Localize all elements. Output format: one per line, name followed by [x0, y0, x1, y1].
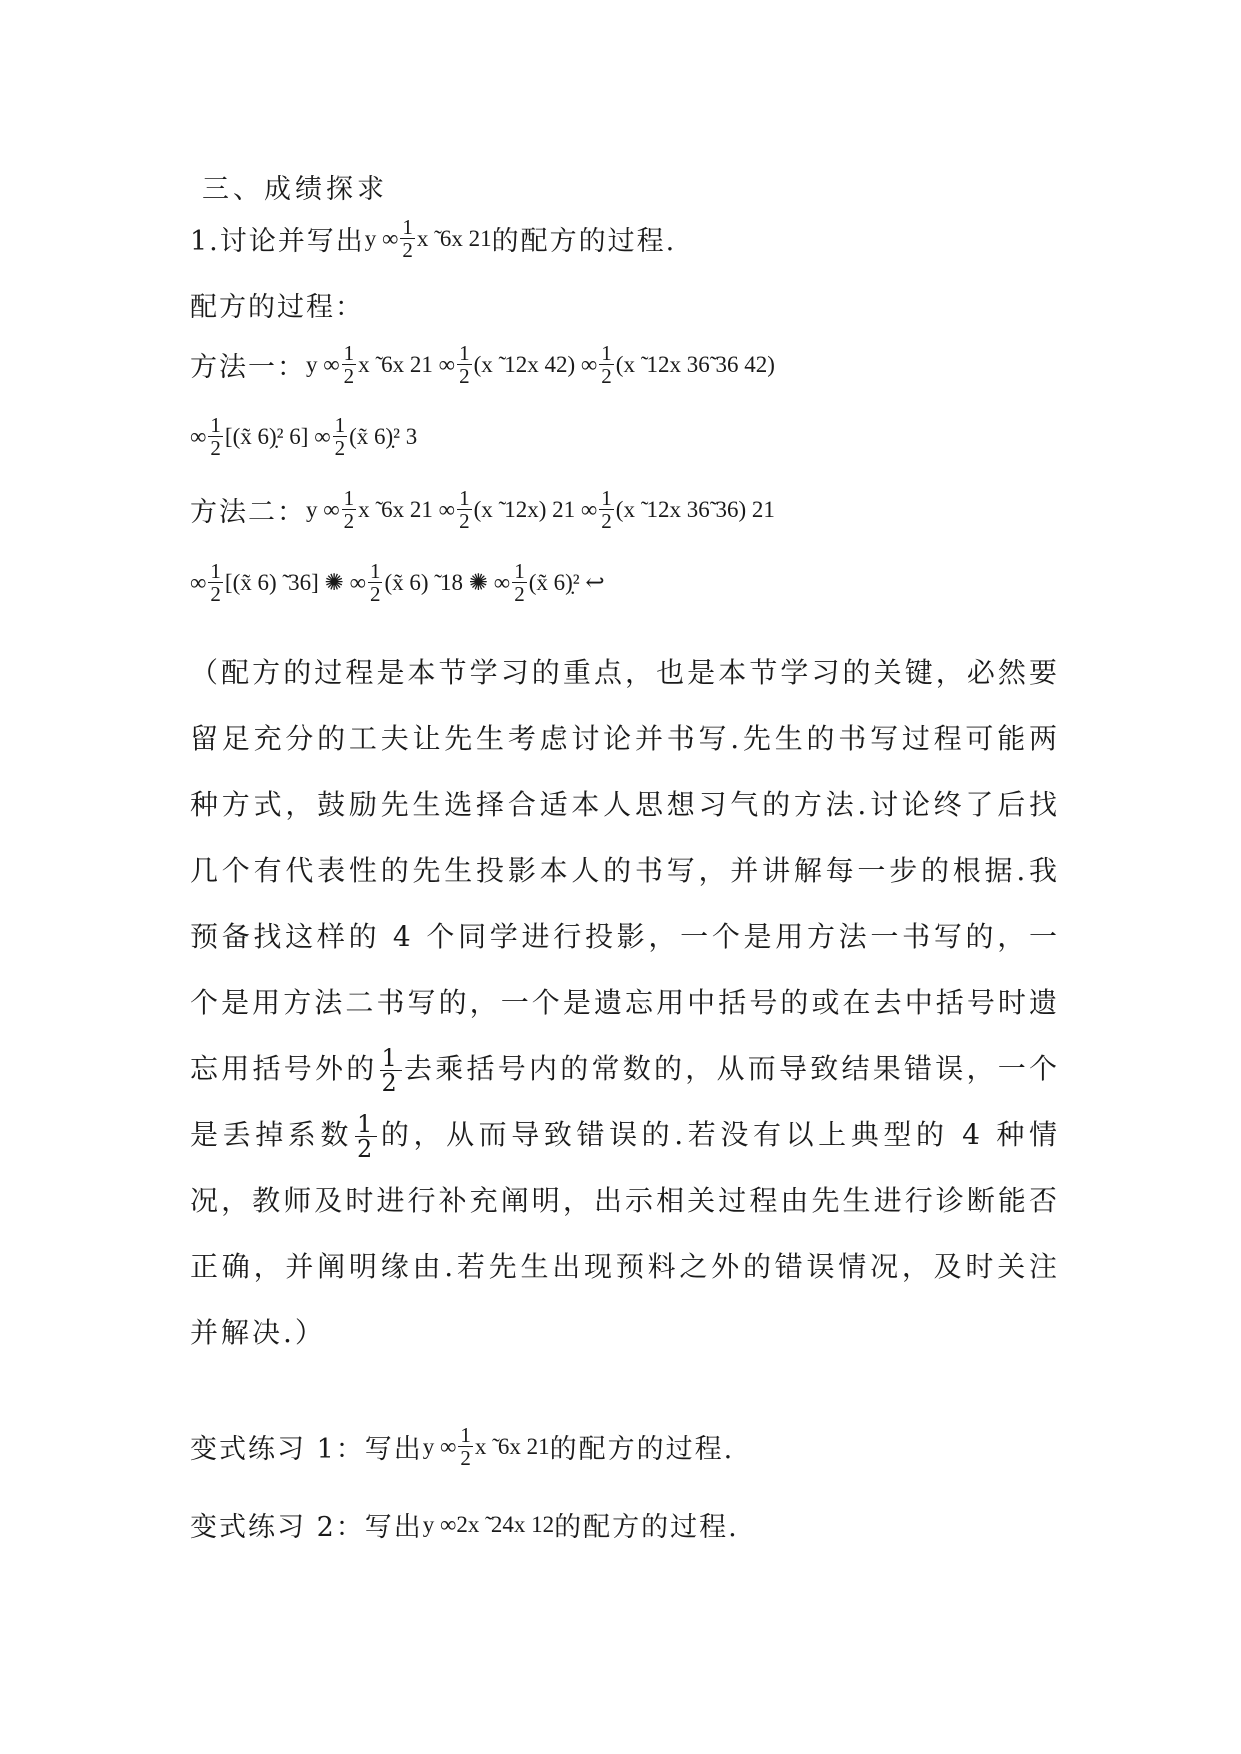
method-2-label: 方法二： — [190, 497, 306, 529]
fraction-half: $\frac{1}{2}$ — [459, 341, 470, 389]
fraction-half: $\frac{1}{2}$ — [460, 1423, 471, 1471]
question-1-prefix: 1.讨论并写出 — [190, 226, 365, 258]
exercise-1-suffix: 的配方的过程. — [549, 1434, 735, 1466]
exercise-2-prefix: 变式练习 2：写出 — [190, 1512, 423, 1543]
exercise-1 — [190, 1424, 734, 1469]
exercise-2 — [190, 1505, 739, 1544]
fraction-half: $\frac{1}{2}$ — [210, 559, 221, 607]
fraction-half: $\frac{1}{2}$ — [402, 215, 413, 263]
method-1-label: 方法一： — [190, 352, 306, 384]
method-2-formula-1: y ∞ $\frac{1}{2}$ x ̃ 6x 21 ∞ $\frac{1}{2}$ (x ̃ 12x) 21 ∞ $\frac{1}{2}$ (x ̃ 12x 36̃ 36) 21 — [306, 486, 775, 534]
method-1-formula-1: y ∞ $\frac{1}{2}$ x ̃ 6x 21 ∞ $\frac{1}{2}$ (x ̃ 12x 42) ∞ $\frac{1}{2}$ (x ̃ 12x 36̃ 36 42) — [306, 341, 775, 389]
exercise-1-formula: y ∞ $\frac{1}{2}$ x ̃ 6x 21 — [422, 1423, 550, 1471]
exercise-2-formula: y ∞2x ̃ 24x 12 — [422, 1511, 555, 1537]
fraction-half: $\frac{1}{2}$ — [357, 1110, 376, 1163]
method-2-line-2 — [190, 560, 605, 605]
fraction-half: $\frac{1}{2}$ — [601, 486, 612, 534]
explanation-paragraph: （配方的过程是本节学习的重点，也是本节学习的关键，必然要留足充分的工夫让先生考虑讨论并书写.先生的书写过程可能两种方式，鼓励先生选择合适本人思想习气的方法.讨论终了后找几个有代表性的先生投影本人的书写，并讲解每一步的根据.我预备找这样的 4 个同学进行投影，一个是用方法一书写的，一个是用方法二书写的，一个是遗忘用中括号的或在去中括号时遗忘用括号外的 $\frac{1}{2}$ 去乘括号内的常数的，从而导致结果错误，一个是丢掉系数 $\frac{1}{2}$ 的，从而导致错误的.若没有以上典型的 4 种情况，教师及时进行补充阐明，出示相关过程由先生进行诊断能否正确，并阐明缘由.若先生出现预料之外的错误情况，及时关注并解决.） — [190, 656, 1060, 1349]
exercise-1-prefix: 变式练习 1：写出 — [190, 1434, 423, 1466]
method-1-line-1 — [190, 342, 775, 387]
fraction-half: $\frac{1}{2}$ — [343, 486, 355, 534]
fraction-half: $\frac{1}{2}$ — [514, 559, 525, 607]
fraction-half: $\frac{1}{2}$ — [210, 413, 221, 461]
fraction-half: $\frac{1}{2}$ — [334, 413, 346, 461]
method-2-line-1 — [190, 487, 775, 532]
fraction-half: $\frac{1}{2}$ — [601, 341, 612, 389]
method-1-formula-2: ∞ $\frac{1}{2}$ [(x̃ 6)̣² 6] ∞ $\frac{1}{2}$ (x̃ 6)̣² 3 — [190, 413, 418, 461]
question-1-suffix: 的配方的过程. — [491, 226, 677, 258]
fraction-half: $\frac{1}{2}$ — [381, 1044, 400, 1097]
fraction-half: $\frac{1}{2}$ — [369, 559, 381, 607]
section-heading: 三、成绩探求 — [202, 174, 388, 205]
exercise-2-suffix: 的配方的过程. — [554, 1512, 739, 1543]
method-2-formula-2: ∞ $\frac{1}{2}$ [(x̃ 6) ̃ 36] ✺ ∞ $\frac{1}{2}$ (x̃ 6) ̃ 18 ✺ ∞ $\frac{1}{2}$ (x̃ 6)̣² ↩ — [190, 559, 605, 607]
fraction-half: $\frac{1}{2}$ — [343, 341, 355, 389]
process-label: 配方的过程： — [190, 292, 364, 323]
fraction-half: $\frac{1}{2}$ — [459, 486, 470, 534]
question-1-formula: y ∞ $\frac{1}{2}$ x ̃ 6x 21 — [364, 215, 492, 263]
question-1 — [190, 216, 676, 261]
method-1-line-2 — [190, 414, 417, 459]
